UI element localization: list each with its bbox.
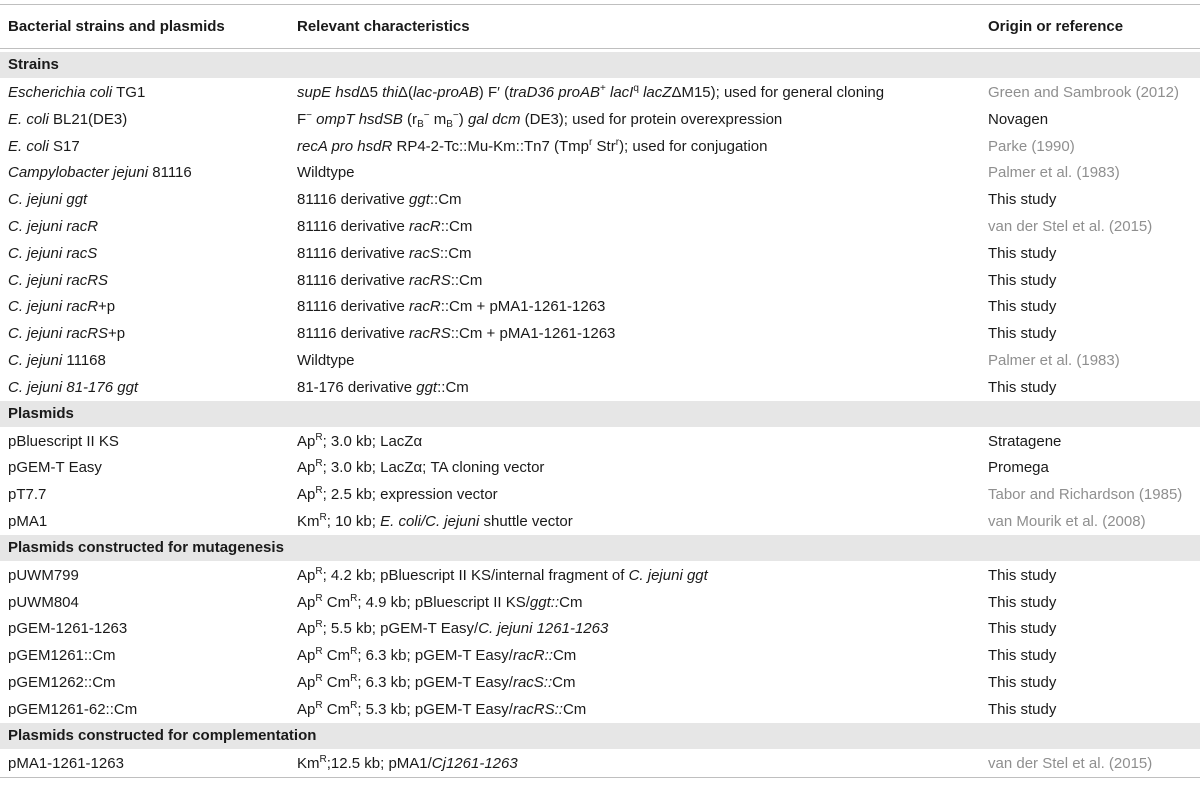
cell-text-segment: C. jejuni 81-176 ggt	[8, 378, 139, 396]
cell-text-segment: B	[446, 118, 453, 130]
cell-text-segment: R	[350, 592, 358, 604]
cell-text-segment: 81116	[148, 164, 192, 182]
cell-origin-reference[interactable]: Tabor and Richardson (1985)	[988, 486, 1183, 504]
cell-text-segment: RP4-2-Tc::Mu-Km::Tn7 (Tmp	[392, 137, 590, 155]
cell-characteristics	[297, 79, 884, 106]
table-row	[0, 615, 1200, 642]
table-row	[0, 374, 1200, 401]
cell-origin-reference: This study	[988, 244, 1057, 262]
cell-text-segment: ; 6.3 kb; pGEM-T Easy/	[357, 647, 513, 665]
cell-origin-reference: This study	[988, 378, 1057, 396]
cell-characteristics	[297, 696, 586, 723]
cell-text-segment: Cm	[322, 593, 351, 611]
cell-text-segment: R	[315, 699, 323, 711]
cell-strain-name	[8, 481, 46, 508]
cell-text-segment: ::Cm + pMA1-1261-1263	[450, 325, 616, 343]
cell-text-segment: Wildtype	[297, 164, 355, 182]
cell-text-segment: R	[315, 458, 323, 470]
cell-text-segment: Campylobacter jejuni	[8, 164, 149, 182]
cell-characteristics	[297, 106, 782, 133]
cell-origin-reference: This study	[988, 700, 1057, 718]
cell-origin-reference: Stratagene	[988, 432, 1062, 450]
header-origin: Origin or reference	[988, 18, 1124, 35]
section-title: Plasmids constructed for mutagenesis	[8, 538, 284, 556]
cell-strain-name	[8, 642, 116, 669]
table-row	[0, 562, 1200, 589]
cell-characteristics	[297, 562, 708, 589]
cell-text-segment: C. jejuni	[8, 352, 63, 369]
cell-text-segment: S17	[48, 137, 80, 155]
cell-text-segment: Cm	[322, 647, 351, 665]
cell-text-segment: ); used for conjugation	[619, 137, 768, 155]
cell-text-segment: R	[315, 619, 323, 631]
cell-text-segment: ; 10 kb;	[326, 513, 381, 530]
cell-characteristics	[297, 320, 615, 347]
cell-characteristics	[297, 159, 355, 186]
cell-text-segment: ) F′ (	[478, 84, 510, 101]
cell-text-segment: ΔM15); used for general cloning	[671, 84, 885, 101]
cell-characteristics	[297, 347, 355, 374]
section-title: Strains	[8, 56, 59, 73]
cell-text-segment: ;12.5 kb; pMA1/	[326, 754, 432, 772]
cell-text-segment: pUWM804	[8, 593, 79, 611]
cell-text-segment: pGEM1261::Cm	[8, 647, 116, 665]
cell-text-segment: ggt::	[529, 593, 560, 611]
cell-origin-reference: This study	[988, 647, 1057, 665]
cell-text-segment: R	[315, 431, 323, 443]
cell-text-segment: 81116 derivative	[297, 191, 410, 209]
cell-text-segment: recA pro hsdR	[297, 137, 393, 155]
cell-origin-reference: This study	[988, 620, 1057, 638]
table-row	[0, 293, 1200, 320]
cell-text-segment: Ap	[297, 700, 316, 718]
cell-text-segment: C. jejuni racRS	[8, 325, 109, 343]
cell-text-segment: racRS::	[512, 700, 563, 718]
cell-text-segment: ::Cm	[437, 378, 469, 396]
cell-text-segment: ggt	[409, 191, 430, 209]
cell-text-segment: Cj1261-1263	[431, 754, 518, 772]
cell-text-segment: ; 5.3 kb; pGEM-T Easy/	[357, 700, 513, 718]
cell-text-segment: r	[589, 136, 593, 148]
table-row	[0, 750, 1200, 777]
cell-strain-name	[8, 508, 47, 535]
cell-text-segment: +	[600, 83, 606, 94]
cell-text-segment: R	[315, 565, 323, 577]
cell-text-segment: F	[297, 110, 307, 128]
cell-text-segment: ; 4.9 kb; pBluescript II KS/	[357, 593, 530, 611]
cell-text-segment: 81-176 derivative	[297, 378, 417, 396]
cell-strain-name	[8, 320, 125, 347]
cell-text-segment: 81116 derivative	[297, 271, 410, 289]
cell-text-segment: ; 6.3 kb; pGEM-T Easy/	[357, 674, 513, 691]
cell-strain-name	[8, 159, 192, 186]
cell-characteristics	[297, 642, 576, 669]
cell-strain-name	[8, 374, 138, 401]
header-characteristics: Relevant characteristics	[297, 18, 470, 35]
cell-text-segment: C. jejuni ggt	[628, 566, 708, 584]
table-row	[0, 240, 1200, 267]
cell-text-segment: thi	[382, 84, 398, 101]
cell-characteristics	[297, 669, 575, 696]
cell-text-segment: ::Cm	[450, 271, 483, 289]
cell-text-segment: q	[633, 83, 639, 94]
section-title: Plasmids	[8, 404, 74, 422]
cell-text-segment: 81116 derivative	[297, 325, 410, 343]
cell-characteristics	[297, 293, 605, 320]
cell-text-segment: lacZ	[638, 84, 672, 101]
header-strains-plasmids: Bacterial strains and plasmids	[8, 18, 225, 35]
table-header-row	[0, 12, 1200, 42]
cell-origin-reference[interactable]: Palmer et al. (1983)	[988, 164, 1120, 182]
cell-text-segment: racRS	[409, 325, 451, 343]
cell-text-segment: Δ5	[359, 84, 383, 101]
cell-text-segment: R	[350, 673, 358, 684]
cell-text-segment: ; 2.5 kb; expression vector	[322, 486, 498, 504]
cell-strain-name	[8, 589, 79, 616]
cell-text-segment: Cm	[562, 700, 587, 718]
cell-text-segment: racS::	[512, 674, 553, 691]
table-row	[0, 320, 1200, 347]
cell-origin-reference[interactable]: van der Stel et al. (2015)	[988, 218, 1153, 235]
cell-text-segment: Km	[297, 754, 320, 772]
cell-characteristics	[297, 374, 469, 401]
table-row	[0, 106, 1200, 133]
table-row	[0, 481, 1200, 508]
cell-text-segment: shuttle vector	[479, 513, 573, 530]
cell-characteristics	[297, 213, 472, 240]
cell-origin-reference: This study	[988, 674, 1057, 691]
cell-text-segment: racS	[409, 244, 440, 262]
cell-text-segment: −	[306, 109, 313, 121]
cell-strain-name	[8, 347, 106, 374]
section-header	[0, 723, 1200, 749]
cell-text-segment: R	[315, 592, 323, 604]
cell-text-segment: E. coli	[8, 137, 49, 155]
cell-text-segment: Escherichia coli	[8, 84, 113, 101]
cell-text-segment: B	[417, 118, 424, 130]
cell-strain-name	[8, 106, 127, 133]
cell-text-segment: E. coli	[8, 110, 49, 128]
cell-text-segment: Cm	[322, 674, 351, 691]
cell-text-segment: R	[319, 753, 327, 765]
cell-text-segment: Δ(	[397, 84, 413, 101]
table-row	[0, 589, 1200, 616]
table-row	[0, 508, 1200, 535]
cell-strain-name	[8, 696, 137, 723]
cell-text-segment: Cm	[552, 647, 577, 665]
cell-text-segment: −	[452, 109, 459, 121]
cell-origin-reference: This study	[988, 271, 1057, 289]
cell-text-segment: pGEM1262::Cm	[8, 674, 116, 691]
cell-text-segment: R	[319, 512, 327, 523]
cell-strain-name	[8, 240, 97, 267]
cell-strain-name	[8, 454, 102, 481]
table-bottom-rule	[0, 777, 1200, 778]
cell-characteristics	[297, 481, 498, 508]
cell-text-segment: lac-proAB	[412, 84, 479, 101]
cell-text-segment: Ap	[297, 486, 316, 504]
cell-text-segment: BL21(DE3)	[48, 110, 128, 128]
cell-text-segment: pT7.7	[8, 486, 47, 504]
cell-text-segment: ::Cm	[440, 218, 473, 235]
table-row	[0, 159, 1200, 186]
cell-text-segment: pBluescript II KS	[8, 432, 119, 450]
cell-origin-reference[interactable]: Parke (1990)	[988, 137, 1075, 155]
cell-text-segment: pGEM1261-62::Cm	[8, 700, 138, 718]
cell-origin-reference[interactable]: Palmer et al. (1983)	[988, 352, 1120, 369]
cell-text-segment: Ap	[297, 620, 316, 638]
cell-text-segment: ggt	[416, 378, 438, 396]
table-row	[0, 454, 1200, 481]
table-row	[0, 642, 1200, 669]
cell-text-segment: (DE3); used for protein overexpression	[520, 110, 783, 128]
header-rule	[0, 48, 1200, 49]
cell-text-segment: gal dcm	[467, 110, 521, 128]
cell-text-segment: 81116 derivative	[297, 218, 410, 235]
cell-strain-name	[8, 615, 127, 642]
cell-text-segment: )	[458, 110, 468, 128]
table-row	[0, 696, 1200, 723]
cell-text-segment: C. jejuni 1261-1263	[478, 620, 609, 638]
cell-text-segment: supE hsd	[297, 84, 360, 101]
cell-text-segment: lacI	[605, 84, 634, 101]
cell-characteristics	[297, 589, 582, 616]
cell-characteristics	[297, 454, 544, 481]
cell-origin-reference: Novagen	[988, 110, 1049, 128]
cell-text-segment: (r	[402, 110, 418, 128]
cell-strain-name	[8, 293, 115, 320]
cell-text-segment: C. jejuni ggt	[8, 191, 88, 209]
cell-text-segment: TG1	[112, 84, 146, 101]
cell-text-segment: ompT hsdSB	[312, 110, 403, 128]
table-row	[0, 133, 1200, 160]
cell-text-segment: m	[429, 110, 447, 128]
cell-text-segment: C. jejuni racR	[8, 218, 99, 235]
cell-text-segment: Wildtype	[297, 352, 355, 369]
cell-origin-reference: This study	[988, 566, 1057, 584]
cell-text-segment: ; 3.0 kb; LacZα; TA cloning vector	[322, 459, 545, 477]
cell-text-segment: pMA1-1261-1263	[8, 754, 124, 772]
table-top-rule	[0, 4, 1200, 5]
cell-origin-reference: This study	[988, 325, 1057, 343]
cell-strain-name	[8, 267, 108, 294]
cell-text-segment: 81116 derivative	[297, 244, 410, 262]
cell-text-segment: R	[315, 485, 323, 497]
cell-text-segment: pMA1	[8, 513, 48, 530]
cell-text-segment: racR	[409, 218, 441, 235]
cell-origin-reference: This study	[988, 298, 1057, 316]
cell-text-segment: pGEM-T Easy	[8, 459, 102, 477]
cell-characteristics	[297, 186, 462, 213]
cell-text-segment: R	[315, 673, 323, 684]
cell-text-segment: Cm	[322, 700, 351, 718]
cell-text-segment: Str	[592, 137, 616, 155]
cell-text-segment: pUWM799	[8, 566, 79, 584]
table-row	[0, 213, 1200, 240]
section-title: Plasmids constructed for complementation	[8, 726, 317, 744]
cell-text-segment: C. jejuni racR	[8, 298, 99, 316]
table-row	[0, 267, 1200, 294]
cell-text-segment: Ap	[297, 459, 316, 477]
cell-text-segment: Ap	[297, 566, 316, 584]
cell-origin-reference[interactable]: van Mourik et al. (2008)	[988, 513, 1146, 530]
cell-text-segment: R	[315, 646, 323, 658]
table-row	[0, 428, 1200, 455]
cell-text-segment: C. jejuni racS	[8, 244, 98, 262]
cell-text-segment: +p	[108, 325, 126, 343]
cell-strain-name	[8, 562, 79, 589]
cell-characteristics	[297, 428, 422, 455]
cell-text-segment: 11168	[62, 352, 106, 369]
cell-strain-name	[8, 186, 87, 213]
cell-text-segment: Ap	[297, 674, 316, 691]
cell-text-segment: Cm	[559, 593, 583, 611]
cell-origin-reference: This study	[988, 593, 1057, 611]
cell-origin-reference[interactable]: van der Stel et al. (2015)	[988, 754, 1153, 772]
cell-origin-reference: This study	[988, 191, 1057, 209]
cell-characteristics	[297, 508, 573, 535]
cell-text-segment: ::Cm	[429, 191, 462, 209]
cell-text-segment: −	[423, 109, 430, 121]
cell-text-segment: ::Cm	[439, 244, 472, 262]
cell-characteristics	[297, 267, 482, 294]
cell-strain-name	[8, 79, 145, 106]
cell-strain-name	[8, 213, 98, 240]
section-header	[0, 535, 1200, 561]
cell-text-segment: Km	[297, 513, 320, 530]
cell-text-segment: R	[350, 699, 358, 711]
cell-origin-reference: Promega	[988, 459, 1049, 477]
cell-text-segment: racRS	[409, 271, 451, 289]
section-header	[0, 52, 1200, 78]
cell-characteristics	[297, 615, 608, 642]
table-row	[0, 186, 1200, 213]
cell-text-segment: Ap	[297, 432, 316, 450]
cell-text-segment: pGEM-1261-1263	[8, 620, 128, 638]
cell-text-segment: ; 5.5 kb; pGEM-T Easy/	[322, 620, 479, 638]
cell-text-segment: ::Cm + pMA1-1261-1263	[440, 298, 606, 316]
cell-text-segment: traD36 proAB	[509, 84, 600, 101]
cell-characteristics	[297, 240, 472, 267]
cell-text-segment: Ap	[297, 593, 316, 611]
cell-text-segment: ; 4.2 kb; pBluescript II KS/internal fragment of	[322, 566, 629, 584]
cell-strain-name	[8, 750, 124, 777]
cell-text-segment: Ap	[297, 647, 316, 665]
cell-text-segment: racR::	[512, 647, 553, 665]
cell-strain-name	[8, 428, 119, 455]
table-row	[0, 347, 1200, 374]
cell-text-segment: ; 3.0 kb; LacZα	[322, 432, 423, 450]
table-row	[0, 79, 1200, 106]
cell-text-segment: E. coli/C. jejuni	[380, 513, 480, 530]
cell-text-segment: r	[615, 136, 620, 148]
cell-strain-name	[8, 133, 80, 160]
cell-text-segment: +p	[98, 298, 116, 316]
cell-text-segment: 81116 derivative	[297, 298, 410, 316]
cell-text-segment: R	[350, 646, 358, 658]
cell-characteristics	[297, 750, 518, 777]
cell-text-segment: C. jejuni racRS	[8, 271, 109, 289]
cell-characteristics	[297, 133, 768, 160]
cell-origin-reference[interactable]: Green and Sambrook (2012)	[988, 84, 1179, 101]
cell-text-segment: Cm	[552, 674, 576, 691]
section-header	[0, 401, 1200, 427]
cell-strain-name	[8, 669, 116, 696]
table-row	[0, 669, 1200, 696]
cell-text-segment: racR	[409, 298, 441, 316]
